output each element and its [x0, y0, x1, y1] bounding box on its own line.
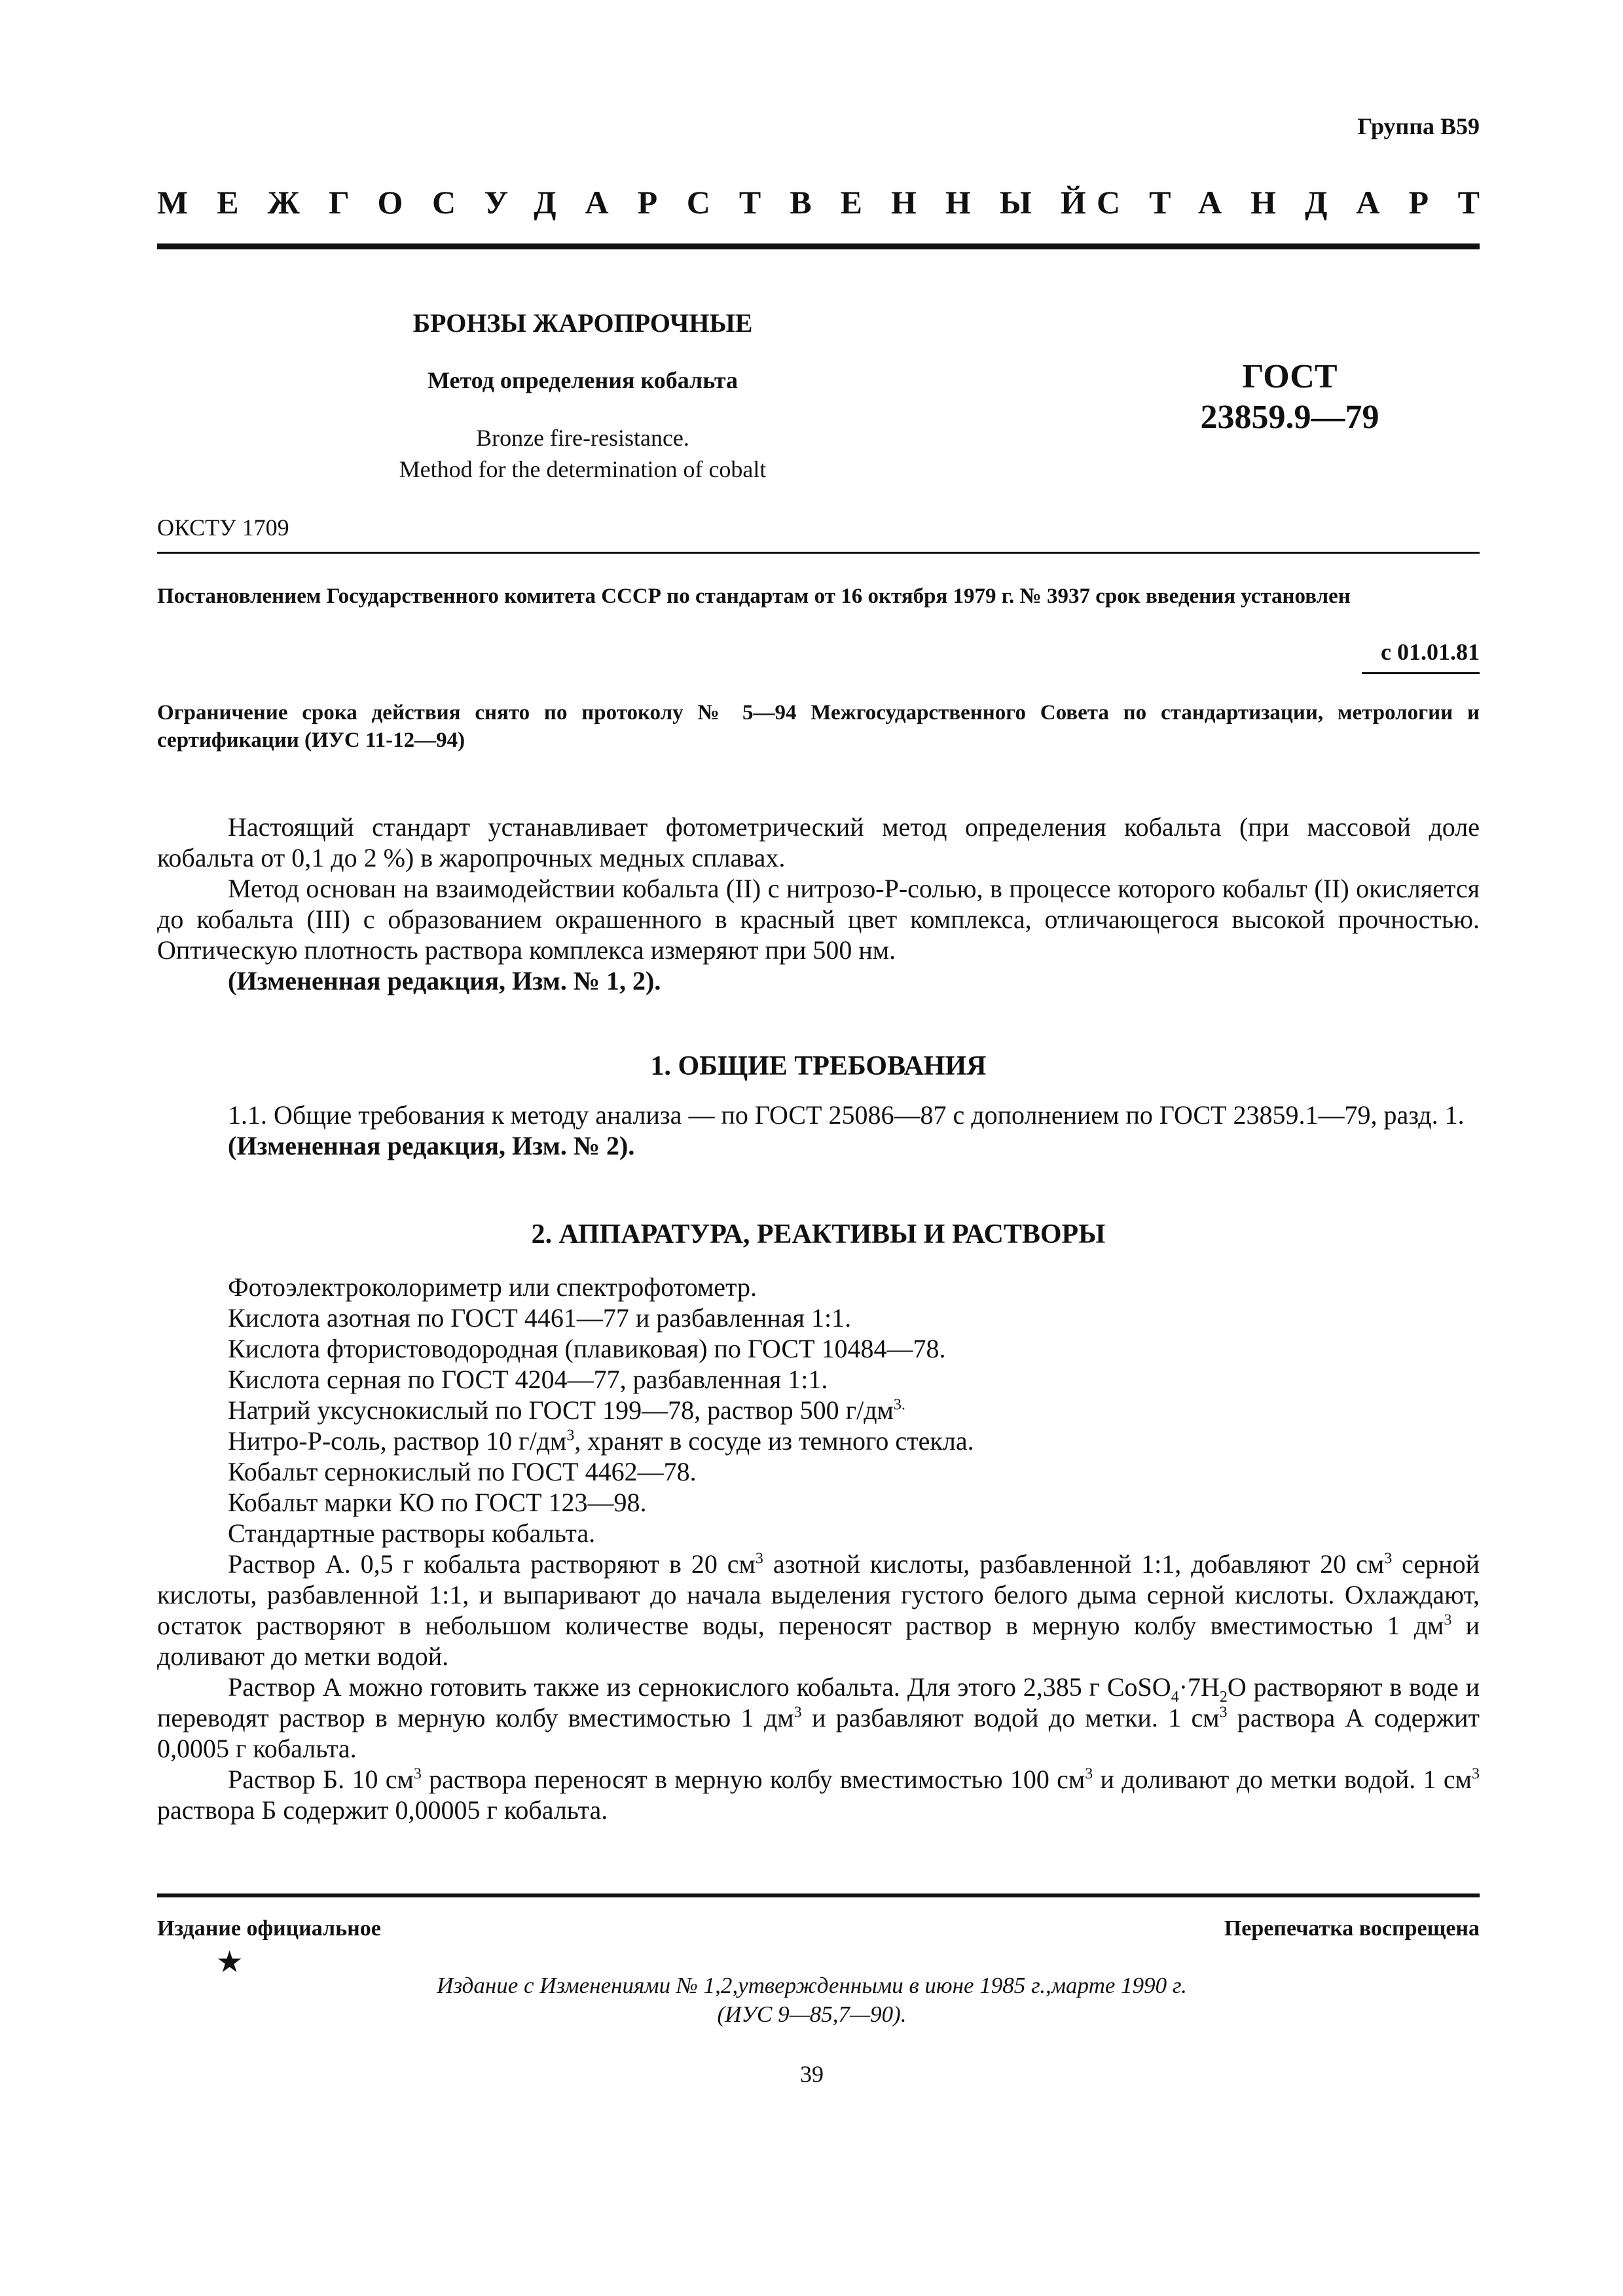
reagent-item: Стандартные растворы кобальта. — [228, 1518, 596, 1548]
gost-designation — [1113, 357, 1467, 438]
english-title-line1: Bronze fire-resistance. — [476, 425, 689, 451]
document-title: БРОНЗЫ ЖАРОПРОЧНЫЕ — [412, 308, 753, 338]
banner-word-standard: СТАНДАРТ — [1097, 184, 1508, 221]
section-1-paragraph: 1.1. Общие требования к методу анализа — по ГОСТ 25086—87 с дополнением по ГОСТ 23859.1—79, разд. 1. — [228, 1100, 1465, 1130]
reagent-item: Кобальт сернокислый по ГОСТ 4462—78. — [228, 1457, 697, 1486]
gost-label: ГОСТ — [1242, 358, 1338, 395]
english-title — [288, 422, 877, 485]
intro-revision-note: (Измененная редакция, Изм. № 1, 2). — [228, 966, 661, 996]
page-number: 39 — [800, 2061, 824, 2087]
section-1 — [157, 1100, 1480, 1161]
footer-rule — [157, 1893, 1480, 1897]
star-icon: ★ — [216, 1945, 244, 1979]
group-code: Группа В59 — [1357, 113, 1480, 139]
official-edition-label: Издание официальное — [157, 1916, 381, 1941]
english-title-line2: Method for the determination of cobalt — [399, 456, 767, 482]
gost-number: 23859.9—79 — [1200, 399, 1379, 436]
edition-note-line1: Издание с Изменениями № 1,2,утвержденными в июне 1985 г.,марте 1990 г. — [437, 1973, 1187, 1998]
intro-section — [157, 812, 1480, 996]
section-1-revision-note: (Измененная редакция, Изм. № 2). — [228, 1131, 635, 1160]
effective-date: с 01.01.81 — [1362, 638, 1480, 674]
solution-a-alternative-paragraph: Раствор А можно готовить также из сернокислого кобальта. Для этого 2,385 г $CoSO_4\cdot 7H_2O$ растворяют в воде и переводят раствор в мерную колбу вместимостью 1 $дм^3$ и разбавляют водой до метки. 1 $см^3$ раствора А содержит 0,0005 г кобальта. — [157, 1672, 1480, 1763]
okstu-code: ОКСТУ 1709 — [157, 514, 289, 541]
intro-paragraph-2: Метод основан на взаимодействии кобальта (II) с нитрозо-Р-солью, в процессе которого кобальт (II) окисляется до кобальта (III) с образованием окрашенного в красный цвет комплекса, отличающегося высокой прочностью. Оптическую плотность раствора комплекса измеряют при 500 нм. — [157, 874, 1480, 965]
solution-b-paragraph: Раствор Б. 10 $см^3$ раствора переносят в мерную колбу вместимостью 100 $см^3$ и доливают до метки водой. 1 $см^3$ раствора Б содержит 0,00005 г кобальта. — [157, 1765, 1480, 1825]
reagent-item: Фотоэлектроколориметр или спектрофотометр. — [228, 1272, 757, 1302]
edition-note-line2: (ИУС 9—85,7—90). — [717, 2001, 907, 2027]
reagent-list — [228, 1272, 1472, 1549]
solution-a-paragraph: Раствор А. 0,5 г кобальта растворяют в 20 $см^3$ азотной кислоты, разбавленной 1:1, добавляют 20 $см^3$ серной кислоты, разбавленной 1:1, и выпаривают до начала выделения густого белого дыма серной кислоты. Охлаждают, остаток растворяют в небольшом количестве воды, переносят раствор в мерную колбу вместимостью 1 $дм^3$ и доливают до метки водой. — [157, 1549, 1480, 1671]
edition-note — [288, 1971, 1336, 2029]
intro-paragraph-1: Настоящий стандарт устанавливает фотометрический метод определения кобальта (при массовой доле кобальта от 0,1 до 2 %) в жаропрочных медных сплавах. — [157, 812, 1480, 872]
document-subtitle: Метод определения кобальта — [427, 367, 739, 393]
okstu-rule — [157, 552, 1480, 554]
section-2-heading: 2. АППАРАТУРА, РЕАКТИВЫ И РАСТВОРЫ — [531, 1219, 1106, 1249]
reagent-item: Натрий уксуснокислый по ГОСТ 199—78, раствор 500 $г/дм^{3.}$ — [228, 1395, 905, 1425]
reagent-item: Кислота серная по ГОСТ 4204—77, разбавленная 1:1. — [228, 1365, 828, 1394]
banner-word-interstate: МЕЖГОСУДАРСТВЕННЫЙ — [157, 184, 1115, 221]
reagent-item: Кислота азотная по ГОСТ 4461—77 и разбавленная 1:1. — [228, 1303, 852, 1333]
reagent-item: Кобальт марки КО по ГОСТ 123—98. — [228, 1488, 647, 1517]
solutions-section — [157, 1549, 1480, 1825]
header-rule — [157, 243, 1480, 249]
limitation-text: Ограничение срока действия снято по протоколу № 5—94 Межгосударственного Совета по стандартизации, метрологии и сертификации (ИУС 11-12—94) — [157, 701, 1480, 752]
decree-text: Постановлением Государственного комитета СССР по стандартам от 16 октября 1979 г. № 3937 срок введения установлен — [157, 584, 1351, 608]
section-1-heading: 1. ОБЩИЕ ТРЕБОВАНИЯ — [650, 1051, 987, 1081]
reprint-prohibited-label: Перепечатка воспрещена — [1224, 1916, 1480, 1941]
reagent-item: Нитро-Р-соль, раствор 10 $г/дм^3$, хранят в сосуде из темного стекла. — [228, 1426, 974, 1456]
reagent-item: Кислота фтористоводородная (плавиковая) по ГОСТ 10484—78. — [228, 1334, 946, 1363]
